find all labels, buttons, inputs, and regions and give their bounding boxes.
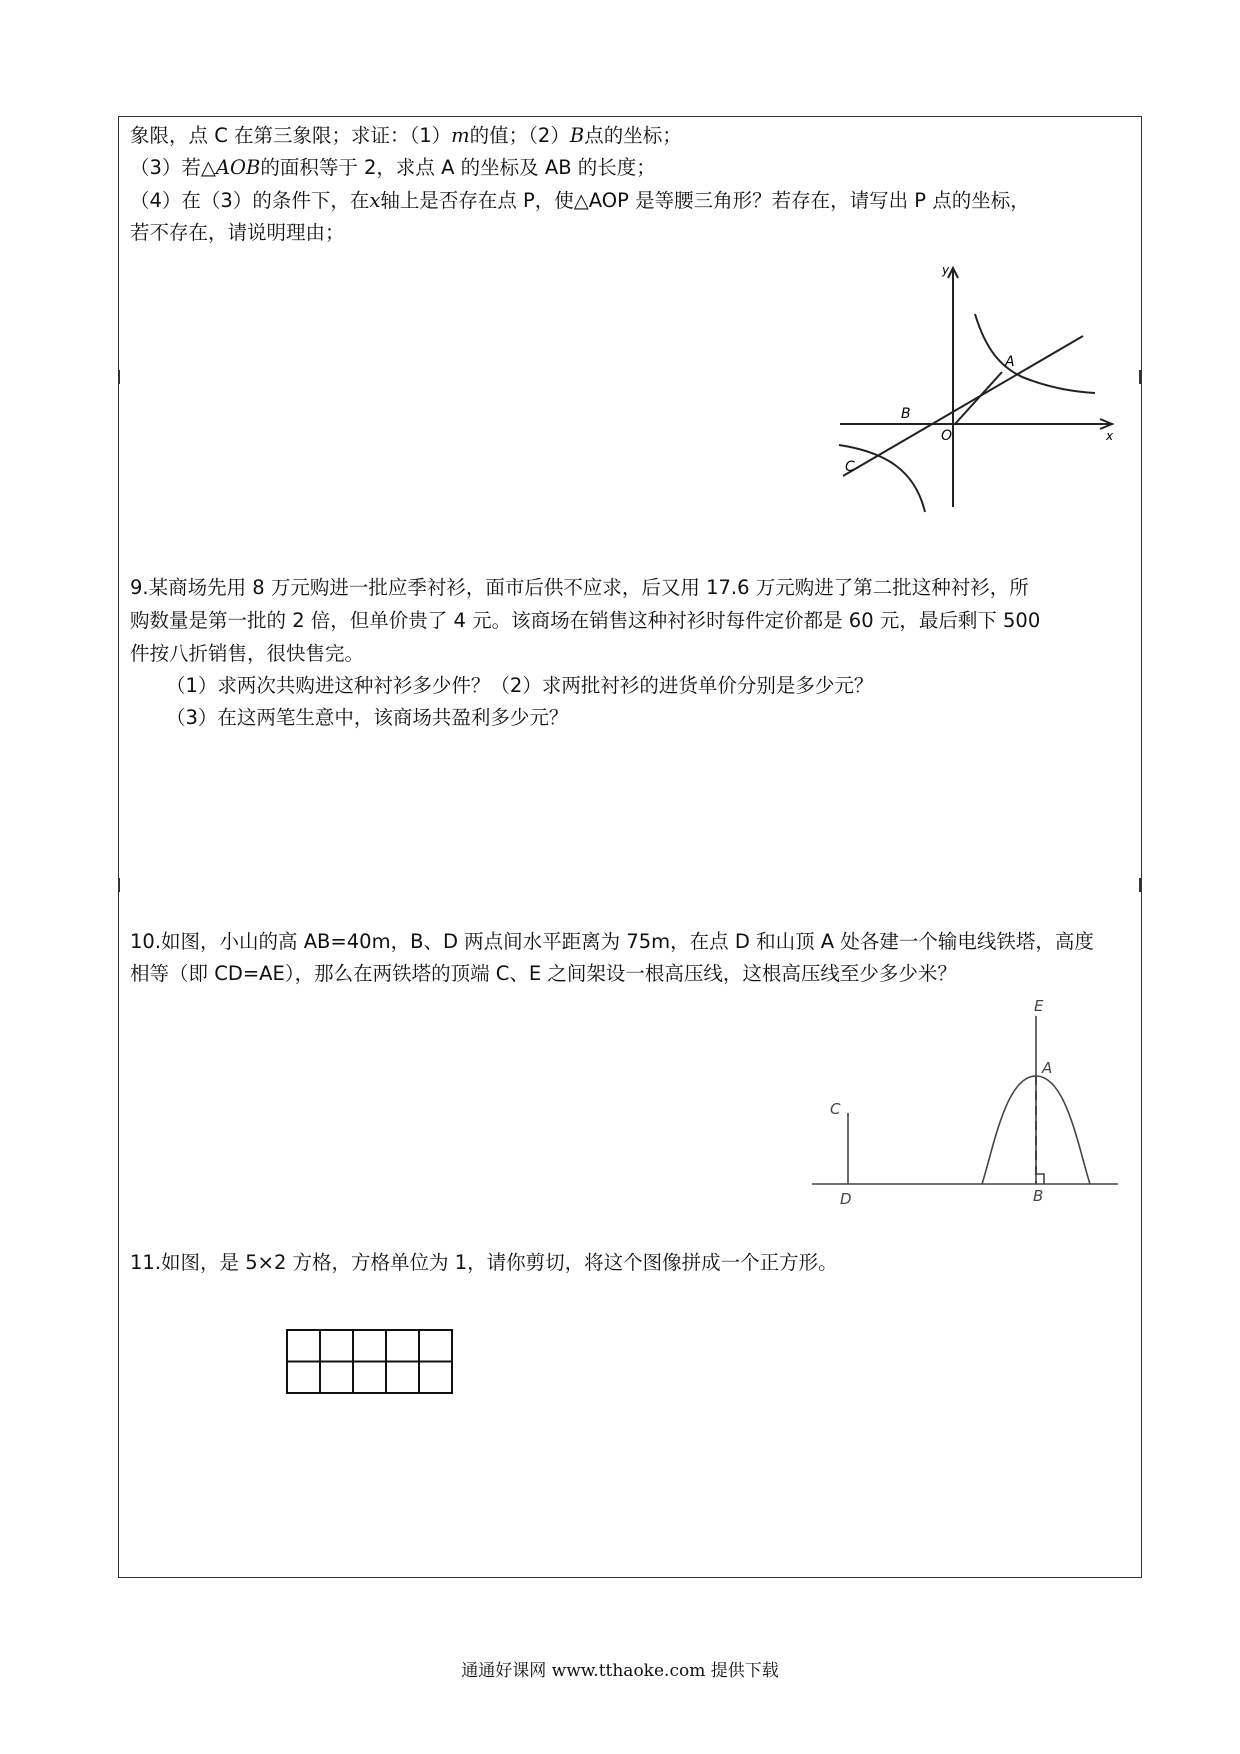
line-ab [843, 336, 1083, 476]
frame-joint-mark [118, 370, 120, 384]
problem9-line1: 9.某商场先用 8 万元购进一批应季衬衫，面市后供不应求，后又用 17.6 万元购进了第二批这种衬衫，所 [130, 576, 1029, 599]
frame-joint-mark [1139, 370, 1141, 384]
right-angle-mark [1036, 1174, 1044, 1184]
label-e: E [1034, 997, 1044, 1015]
problem11-line1: 11.如图，是 5×2 方格，方格单位为 1，请你剪切，将这个图像拼成一个正方形。 [130, 1251, 838, 1274]
label-a: A [1005, 354, 1015, 370]
problem8-line2: （3）若△AOB的面积等于 2，求点 A 的坐标及 AB 的长度； [130, 156, 656, 179]
frame-joint-mark [1139, 878, 1141, 892]
page-footer: 通通好课网 www.tthaoke.com 提供下载 [461, 1661, 779, 1681]
problem10-line1: 10.如图，小山的高 AB=40m，B、D 两点间水平距离为 75m，在点 D 和山顶 A 处各建一个输电线铁塔，高度 [130, 930, 1094, 953]
label-o: O [941, 428, 953, 444]
segment-oa [955, 372, 1002, 424]
problem9-question1-2: （1）求两次共购进这种衬衫多少件？（2）求两批衬衫的进货单价分别是多少元？ [166, 674, 874, 697]
problem11-grid [284, 1327, 458, 1397]
label-b: B [1033, 1187, 1044, 1205]
label-x: x [1106, 429, 1114, 443]
problem8-line4: 若不存在，请说明理由； [130, 221, 345, 244]
label-c: C [830, 1100, 841, 1118]
label-a: A [1042, 1059, 1053, 1077]
problem9-line2: 购数量是第一批的 2 倍，但单价贵了 4 元。该商场在销售这种衬衫时每件定价都是 60 元，最后剩下 500 [130, 609, 1041, 632]
label-d: D [840, 1190, 852, 1208]
frame-joint-mark [118, 878, 120, 892]
problem8-line1: 象限，点 C 在第三象限；求证：（1）m的值；（2）B点的坐标； [130, 124, 682, 147]
hyperbola-branch-q3 [839, 445, 925, 512]
label-b: B [901, 406, 911, 422]
problem8-line3: （4）在（3）的条件下，在x轴上是否存在点 P，使△AOP 是等腰三角形？若存在，请写出 P 点的坐标， [130, 189, 1030, 212]
problem10-figure [806, 996, 1124, 1208]
label-y: y [942, 263, 950, 277]
problem9-question3: （3）在这两笔生意中，该商场共盈利多少元？ [166, 706, 569, 729]
problem10-line2: 相等（即 CD=AE），那么在两铁塔的顶端 C、E 之间架设一根高压线，这根高压线至少多少米？ [130, 962, 957, 985]
problem9-line3: 件按八折销售，很快售完。 [130, 642, 365, 665]
problem8-figure [815, 262, 1125, 524]
label-c: C [845, 459, 855, 475]
